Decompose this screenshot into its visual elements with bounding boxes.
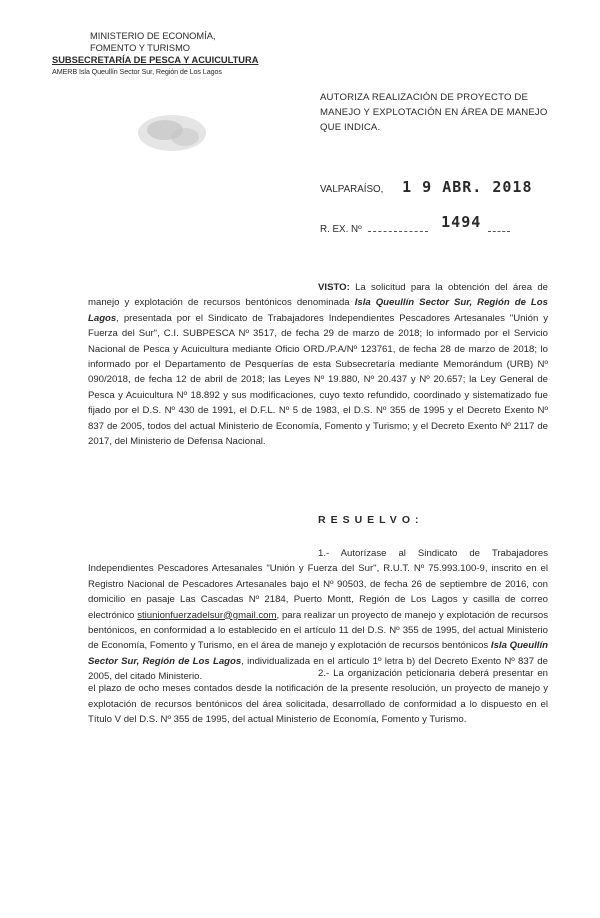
place-date-line <box>320 178 532 196</box>
visto-area-name: Isla Queullín Sector Sur, Región de Los Lagos <box>88 297 548 324</box>
letterhead <box>52 30 292 78</box>
resolution-number: 1494 <box>441 213 482 231</box>
number-underline <box>368 231 428 232</box>
visto-label: VISTO: <box>318 282 350 293</box>
resolution-number-line <box>320 213 510 236</box>
email-link[interactable]: stiunionfuerzadelsur@gmail.com <box>137 609 277 621</box>
city: VALPARAÍSO, <box>320 184 384 195</box>
visto-paragraph <box>88 280 548 449</box>
ministry-line-1: MINISTERIO DE ECONOMÍA, <box>90 31 216 41</box>
article-2-paragraph <box>88 666 548 728</box>
ministry-line-2: FOMENTO Y TURISMO <box>90 43 191 53</box>
visto-text-1: La solicitud para la obtención del área de manejo y explotación de recursos bentónicos denominada <box>88 282 548 309</box>
article-1-text-3: , individualizada en el artículo 1º letra b) del Decreto Exento Nº 837 de 2005, del citado Ministerio. <box>88 655 548 683</box>
reference-line: AMERB Isla Queullín Sector Sur, Región de Los Lagos <box>52 67 222 76</box>
faded-stamp <box>135 112 209 154</box>
subject-block: AUTORIZA REALIZACIÓN DE PROYECTO DE MANEJO Y EXPLOTACIÓN EN ÁREA DE MANEJO QUE INDICA. <box>320 92 548 133</box>
visto-text-2: , presentada por el Sindicato de Trabajadores Independientes Pescadores Artesanales "Unión y Fuerza del Sur", C.I. SUBPESCA Nº 3517, de fecha 29 de marzo de 2018; lo informado por el Servicio Nacional de Pesca y Acuicultura mediante Oficio ORD./P.A/Nº 123761, de fecha 28 de marzo de 2018; lo informado por el Departamento de Pesquerías de esta Subsecretaría mediante Memorándum (URB) Nº 090/2018, de fecha 12 de abril de 2018; las Leyes Nº 19.880, Nº 20.437 y Nº 20.657; la Ley General de Pesca y Acuicultura Nº 18.892 y sus modificaciones, cuyo texto refundido, coordinado y sistematizado fue fijado por el D.S. Nº 430 de 1991, el D.F.L. Nº 5 de 1983, el D.S. Nº 355 de 1995 y el Decreto Exento Nº 837 de 2005, todos del actual Ministerio de Economía, Fomento y Turismo; y el Decreto Exento Nº 2117 de 2017, del Ministerio de Defensa Nacional. <box>88 312 548 448</box>
subsecretaria-name: SUBSECRETARÍA DE PESCA Y ACUICULTURA <box>52 55 259 65</box>
date-stamp: 1 9 ABR. 2018 <box>402 178 533 196</box>
number-underline-end <box>488 231 510 232</box>
resuelvo-heading: RESUELVO: <box>318 514 424 526</box>
article-1-text-1: 1.- Autorízase al Sindicato de Trabajadores Independientes Pescadores Artesanales "Unión y Fuerza del Sur", R.U.T. Nº 75.993.100-9, inscrito en el Registro Nacional de Pescadores Artesanales bajo el Nº 90503, de fecha 26 de septiembre de 2016, con domicilio en pasaje Las Cascadas Nº 2184, Puerto Montt, Región de Los Lagos y casilla de correo electrónico <box>88 548 548 621</box>
article-2-text: 2.- La organización peticionaria deberá presentar en el plazo de ocho meses contados desde la notificación de la presente resolución, un proyecto de manejo y explotación de recursos bentónicos del área solicitada, desarrollado de conformidad a lo dispuesto en el Título V del D.S. Nº 355 de 1995, del actual Ministerio de Economía, Fomento y Turismo. <box>88 668 548 726</box>
article-1-area-name: Isla Queullín Sector Sur, Región de Los Lagos <box>88 640 548 667</box>
resolution-label: R. EX. Nº <box>320 224 362 235</box>
article-1-text-2: , para realizar un proyecto de manejo y explotación de recursos bentónicos, en conformidad a lo establecido en el artículo 11 del D.S. Nº 355 de 1995, del actual Ministerio de Economía, Fomento y Turismo, en el área de manejo y explotación de recursos bentónicos <box>88 609 548 652</box>
article-1-paragraph <box>88 546 548 685</box>
